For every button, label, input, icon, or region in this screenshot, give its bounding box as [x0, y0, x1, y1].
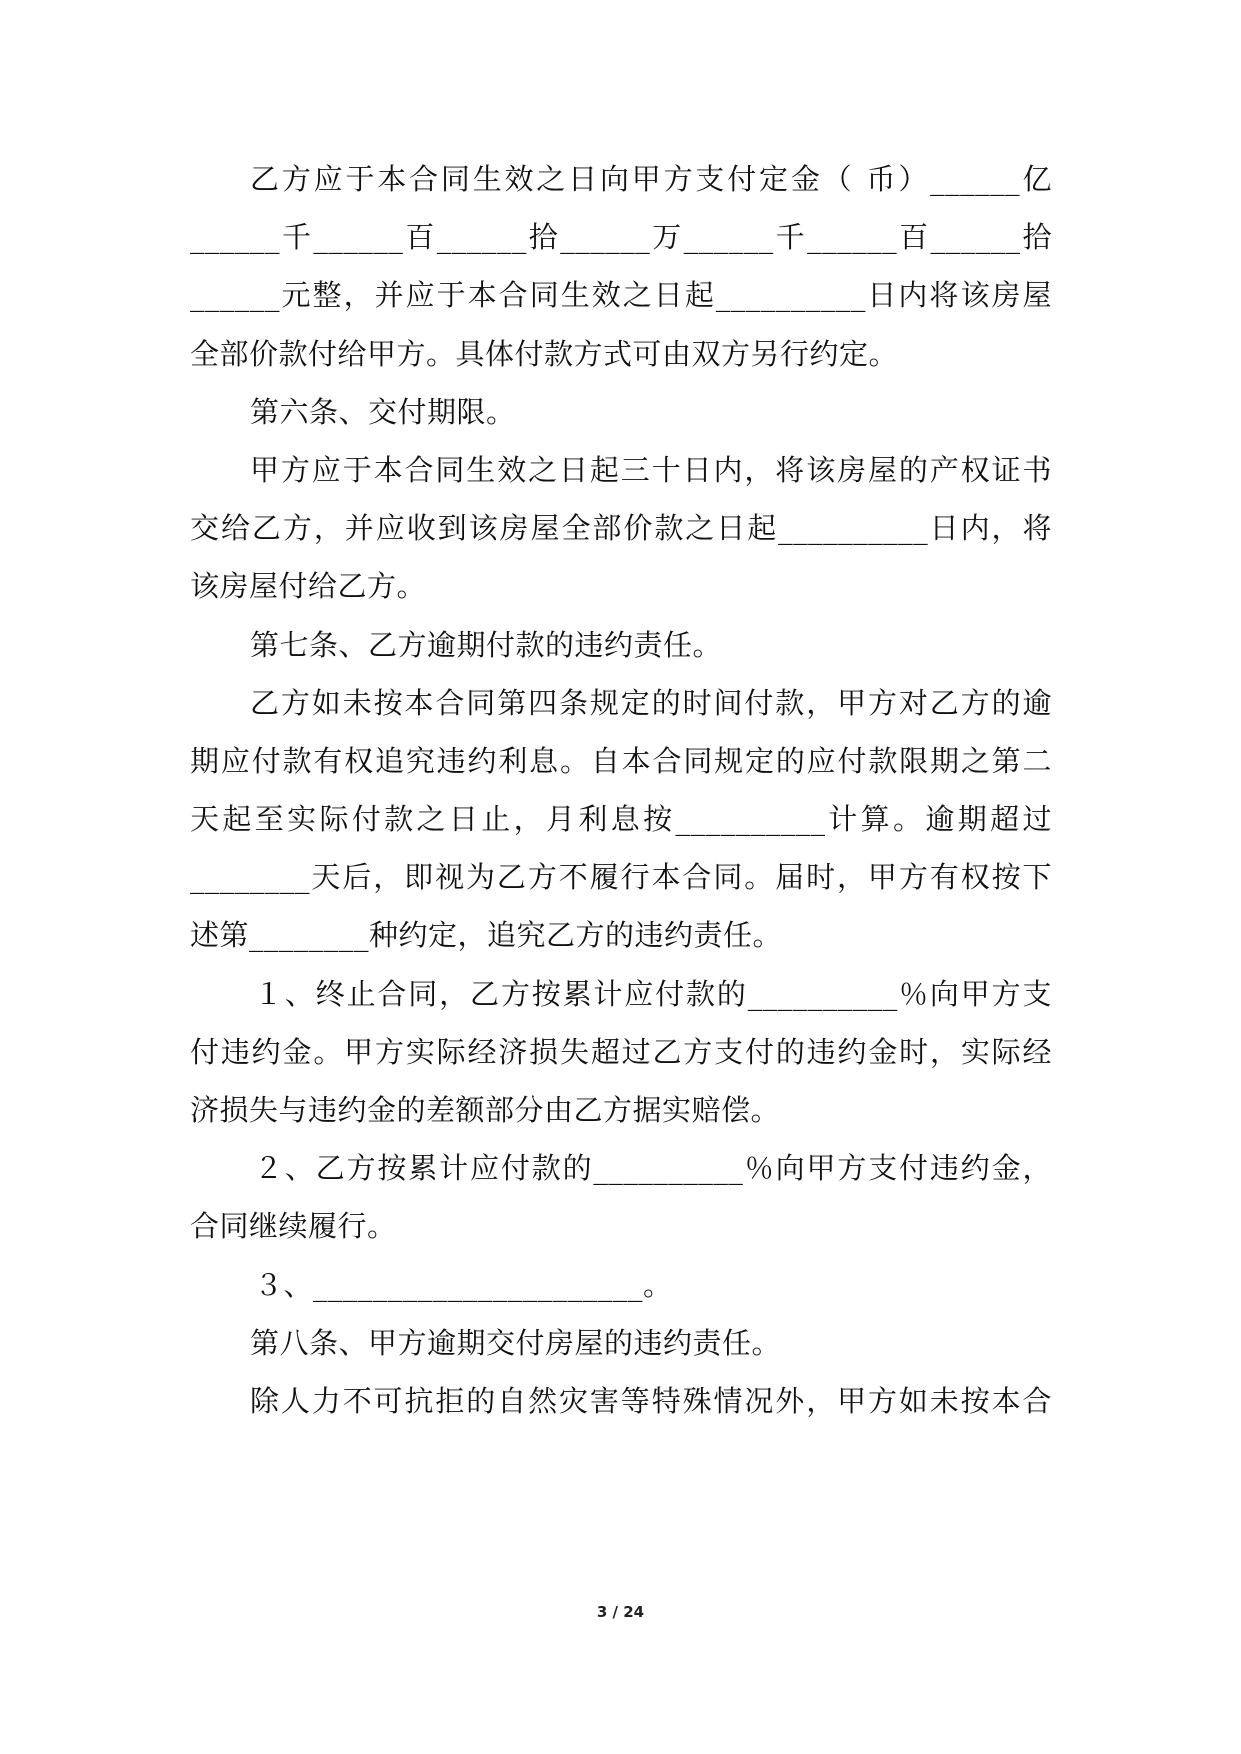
paragraph-line: 天起至实际付款之日止，月利息按__________计算。逾期超过	[190, 802, 1052, 837]
list-item-line: 合同继续履行。	[190, 1209, 397, 1244]
list-item-line: １、终止合同，乙方按累计应付款的__________％向甲方支	[254, 976, 1052, 1011]
page-number: 3 / 24	[596, 1603, 645, 1621]
section-heading: 第八条、甲方逾期交付房屋的违约责任。	[250, 1325, 782, 1360]
paragraph-line: 该房屋付给乙方。	[190, 569, 427, 604]
list-item-line: 济损失与违约金的差额部分由乙方据实赔偿。	[190, 1093, 781, 1127]
paragraph-line: 期应付款有权追究违约利息。自本合同规定的应付款限期之第二	[190, 743, 1052, 778]
paragraph-line: 甲方应于本合同生效之日起三十日内，将该房屋的产权证书	[250, 452, 1052, 487]
paragraph-line: 乙方应于本合同生效之日向甲方支付定金（ 币）______亿	[250, 162, 1052, 196]
list-item-line: 付违约金。甲方实际经济损失超过乙方支付的违约金时，实际经	[190, 1034, 1052, 1069]
paragraph-line: 乙方如未按本合同第四条规定的时间付款，甲方对乙方的逾	[250, 685, 1052, 720]
paragraph-line: 交给乙方，并应收到该房屋全部价款之日起__________日内，将	[190, 511, 1052, 546]
list-item-line: ２、乙方按累计应付款的__________％向甲方支付违约金，	[254, 1151, 1052, 1186]
section-heading: 第六条、交付期限。	[250, 394, 516, 429]
paragraph-line: ______千______百______拾______万______千______百______拾	[190, 220, 1052, 255]
paragraph-line: 述第________种约定，追究乙方的违约责任。	[190, 918, 783, 953]
paragraph-line: ________天后，即视为乙方不履行本合同。届时，甲方有权按下	[190, 860, 1052, 895]
section-heading: 第七条、乙方逾期付款的违约责任。	[250, 627, 723, 662]
paragraph-line: ______元整，并应于本合同生效之日起__________日内将该房屋	[190, 278, 1052, 313]
list-item-line: ３、______________________。	[254, 1267, 673, 1302]
paragraph-line: 除人力不可抗拒的自然灾害等特殊情况外，甲方如未按本合	[250, 1383, 1052, 1418]
document-body	[190, 150, 1052, 1430]
paragraph-line: 全部价款付给甲方。具体付款方式可由双方另行约定。	[190, 336, 899, 371]
